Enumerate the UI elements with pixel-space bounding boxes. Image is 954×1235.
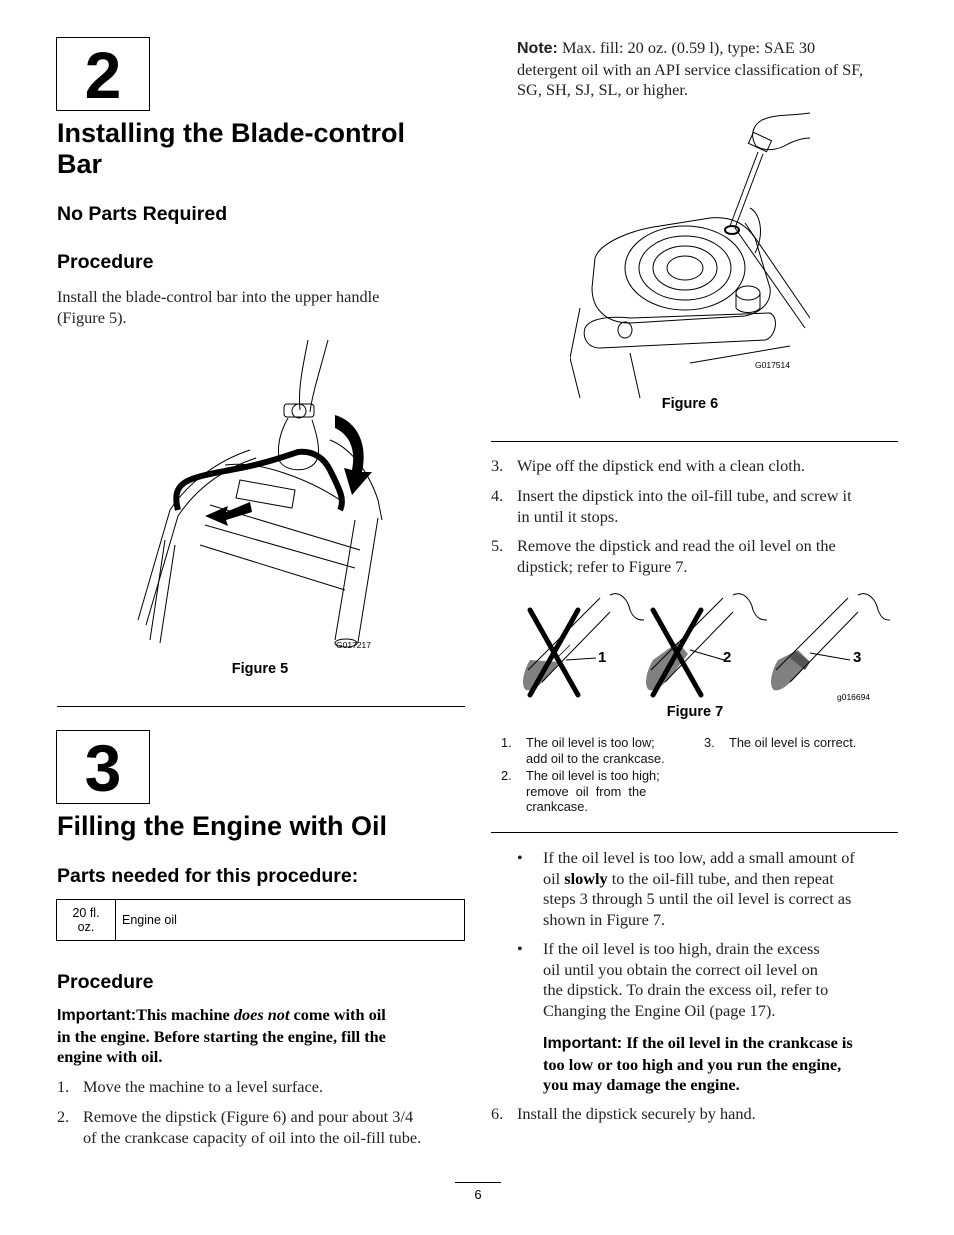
legend-text	[526, 735, 665, 766]
procedure-heading: Procedure	[57, 251, 154, 273]
text-line: dipstick; refer to Figure 7.	[517, 556, 688, 576]
section-divider	[491, 441, 898, 442]
list-number: 1.	[57, 1077, 70, 1096]
text-line: Install the blade-control bar into the upper handle	[57, 287, 380, 306]
text-line: crankcase.	[526, 799, 588, 814]
step-number: 2	[84, 38, 122, 112]
legend-item	[501, 768, 691, 816]
text-line: Remove the dipstick (Figure 6) and pour about 3/4	[83, 1107, 414, 1126]
dipstick-correct	[771, 594, 890, 691]
important-callout	[543, 1033, 853, 1096]
list-text	[517, 536, 836, 577]
list-number: 6.	[491, 1104, 504, 1123]
list-number: 4.	[491, 486, 504, 505]
callout-3: 3	[853, 649, 862, 666]
important-line	[57, 1005, 386, 1027]
important-label: Important:	[57, 1007, 137, 1024]
text-line: If the oil level is too high, drain the excess	[543, 939, 820, 958]
legend-item	[501, 735, 691, 767]
table-row	[57, 900, 465, 941]
text-line: If the oil level is too low, add a small amount of	[543, 848, 855, 867]
legend-number: 1.	[501, 735, 512, 750]
important-text: come with oil	[289, 1005, 386, 1024]
legend-number: 3.	[704, 735, 715, 750]
text-line	[543, 869, 855, 890]
figure-7-illustration	[510, 590, 890, 700]
legend-text: The oil level is correct.	[729, 735, 857, 750]
text-line: of the crankcase capacity of oil into the oil-fill tube.	[83, 1127, 422, 1147]
callout-1: 1	[598, 649, 607, 666]
list-item	[57, 1107, 477, 1149]
figure-id: G017217	[336, 640, 371, 650]
legend-number: 2.	[501, 768, 512, 783]
parts-needed-heading: Parts needed for this procedure:	[57, 865, 359, 887]
list-text: Install the dipstick securely by hand.	[517, 1104, 756, 1123]
bullet-item	[517, 939, 907, 1023]
figure-caption: Figure 7	[666, 704, 724, 720]
blade-control-bar	[176, 452, 342, 510]
important-emphasis: does not	[233, 1005, 290, 1024]
text-line: The oil level is too low;	[526, 735, 655, 750]
list-number: 2.	[57, 1107, 70, 1126]
text-line: add oil to the crankcase.	[526, 750, 665, 766]
bullet-text	[543, 939, 828, 1021]
list-text: Move the machine to a level surface.	[83, 1077, 324, 1096]
text-line: remove oil from the	[526, 783, 647, 799]
note-label: Note:	[517, 40, 558, 57]
qty-line: oz.	[77, 920, 95, 934]
note-callout	[517, 38, 863, 101]
figure-caption: Figure 5	[231, 661, 289, 677]
legend-text	[526, 768, 660, 815]
text-line: Remove the dipstick and read the oil level on the	[517, 536, 836, 555]
text-line: in until it stops.	[517, 506, 619, 526]
important-text: If the oil level in the crankcase is	[626, 1033, 853, 1052]
important-line: you may damage the engine.	[543, 1075, 740, 1094]
text-line: The oil level is too high;	[526, 768, 660, 783]
bullet-icon: •	[517, 848, 523, 867]
parts-heading: No Parts Required	[57, 203, 228, 225]
section-title	[57, 118, 405, 180]
list-text	[517, 486, 852, 527]
list-item	[57, 1077, 467, 1099]
text-line: steps 3 through 5 until the oil level is correct as	[543, 889, 852, 908]
qty-line: 20 fl.	[72, 906, 100, 920]
parts-table	[56, 899, 465, 941]
parts-description-cell: Engine oil	[116, 900, 465, 941]
text-run: to the oil-fill tube, and then repeat	[607, 868, 834, 888]
note-text: detergent oil with an API service classification of SF,	[517, 59, 864, 79]
list-text	[83, 1107, 421, 1148]
section-title-line: Bar	[57, 149, 103, 179]
procedure-text	[57, 287, 379, 328]
text-emphasis: slowly	[564, 868, 608, 888]
text-line: (Figure 5).	[57, 307, 127, 327]
list-item	[491, 456, 911, 478]
important-label: Important:	[543, 1035, 623, 1052]
figure-6-illustration	[570, 108, 810, 398]
figure-caption: Figure 6	[661, 396, 719, 412]
important-line: engine with oil.	[57, 1047, 163, 1066]
bullet-icon: •	[517, 939, 523, 958]
bullet-text	[543, 848, 855, 930]
important-line: too low or too high and you run the engine,	[543, 1054, 842, 1074]
footer-rule	[455, 1182, 501, 1183]
list-number: 3.	[491, 456, 504, 475]
text-run: oil	[543, 868, 565, 888]
section-title: Filling the Engine with Oil	[57, 811, 387, 841]
arm-outline	[299, 340, 308, 410]
text-line: shown in Figure 7.	[543, 909, 666, 929]
list-number: 5.	[491, 536, 504, 555]
important-text: This machine	[136, 1005, 234, 1024]
text-line: Insert the dipstick into the oil-fill tube, and screw it	[517, 486, 852, 505]
important-line: in the engine. Before starting the engine, fill the	[57, 1026, 386, 1046]
figure-id: G017514	[755, 360, 790, 370]
callout-2: 2	[723, 649, 732, 666]
text-line: the dipstick. To drain the excess oil, refer to	[543, 980, 829, 999]
figure-5-illustration	[130, 340, 390, 655]
important-callout	[57, 1005, 386, 1068]
step-number-box	[56, 730, 150, 804]
parts-qty-cell	[57, 900, 116, 941]
section-divider	[57, 706, 465, 707]
section-title-line: Installing the Blade-control	[57, 118, 406, 148]
note-text: SG, SH, SJ, SL, or higher.	[517, 80, 688, 99]
note-text: Max. fill: 20 oz. (0.59 l), type: SAE 30	[561, 38, 816, 57]
text-line: Changing the Engine Oil (page 17).	[543, 1000, 776, 1020]
step-number-box	[56, 37, 150, 111]
section-divider	[491, 832, 898, 833]
list-text: Wipe off the dipstick end with a clean cloth.	[517, 456, 805, 475]
step-number: 3	[84, 731, 122, 805]
list-item	[491, 1104, 911, 1126]
bullet-item	[517, 848, 907, 932]
rotate-arrow-icon	[335, 415, 372, 495]
procedure-heading: Procedure	[57, 971, 154, 993]
figure-id: g016694	[837, 692, 871, 702]
legend-item	[704, 735, 894, 753]
page-number: 6	[474, 1187, 482, 1202]
list-item	[491, 536, 911, 578]
text-line: oil until you obtain the correct oil level on	[543, 959, 818, 979]
list-item	[491, 486, 911, 528]
